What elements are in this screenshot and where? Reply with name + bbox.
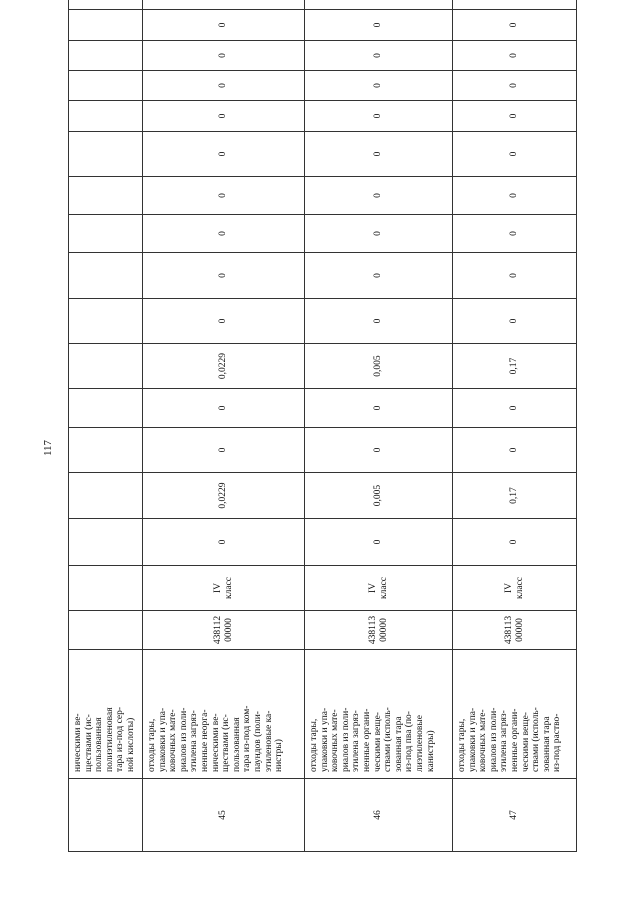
value-cell-text: 0	[509, 151, 520, 157]
value-cell	[69, 71, 143, 101]
value-cell-text: 0,005	[373, 484, 384, 507]
value-cell	[143, 132, 305, 177]
value-cell-text: 0	[509, 447, 520, 453]
value-cell-text: 0	[373, 83, 384, 88]
waste-name-cell-text: ническими ве- ществами (ис- пользованная полиэтиленовая тара из-под сер- ной кислоты)	[73, 706, 136, 772]
value-cell-text: 0	[373, 53, 384, 58]
value-cell	[305, 177, 453, 215]
value-cell	[305, 71, 453, 101]
value-cell	[453, 132, 577, 177]
fkko-code-cell	[453, 611, 577, 650]
value-cell-text: 0	[218, 273, 229, 278]
value-cell	[305, 101, 453, 132]
value-cell-text: 0	[509, 318, 520, 324]
value-cell	[305, 344, 453, 389]
waste-name-cell-text: отходы тары, упаковки и упа- ковочных мате- риалов из поли- этилена загряз- ненные неорга- ническими ве- ществами (ис- пользованная тара из-под ком- паундов (поли- этиленовые ка- нистры)	[147, 705, 285, 772]
value-cell-text: 0	[218, 53, 229, 58]
value-cell-text: 0	[218, 231, 229, 236]
value-cell	[305, 389, 453, 428]
value-cell	[453, 253, 577, 299]
value-cell-text: 0	[373, 539, 384, 545]
value-cell	[69, 473, 143, 519]
value-cell-text: 0	[218, 539, 229, 545]
value-cell	[69, 253, 143, 299]
value-cell-text: 0	[373, 151, 384, 157]
value-cell-text: 0	[218, 113, 229, 119]
value-cell	[305, 253, 453, 299]
value-cell	[453, 389, 577, 428]
fkko-code-cell	[69, 611, 143, 650]
waste-name-cell	[453, 650, 577, 779]
value-cell	[143, 101, 305, 132]
value-cell	[69, 41, 143, 71]
fkko-code-cell-text: 438112 00000	[212, 615, 234, 645]
row-number-cell-text: 47	[509, 810, 520, 820]
value-cell-text: 0	[509, 22, 520, 28]
value-cell-text: 0	[509, 193, 520, 198]
fkko-code-cell	[305, 611, 453, 650]
value-cell	[69, 0, 143, 10]
table-row	[453, 0, 577, 852]
value-cell	[305, 10, 453, 41]
value-cell	[143, 344, 305, 389]
value-cell-text: 0	[218, 193, 229, 198]
value-cell	[143, 0, 305, 10]
value-cell-text: 0	[373, 193, 384, 198]
waste-name-cell	[143, 650, 305, 779]
value-cell	[305, 41, 453, 71]
value-cell	[453, 344, 577, 389]
fkko-code-cell-text: 438113 00000	[503, 615, 525, 645]
value-cell	[69, 101, 143, 132]
value-cell	[69, 519, 143, 566]
value-cell-text: 0	[509, 231, 520, 236]
row-number-cell	[453, 779, 577, 852]
value-cell-text: 0	[509, 83, 520, 88]
hazard-class-cell	[305, 566, 453, 611]
row-number-cell-text: 46	[373, 810, 384, 820]
value-cell-text: 0,0229	[218, 482, 229, 509]
value-cell	[143, 299, 305, 344]
hazard-class-cell	[69, 566, 143, 611]
value-cell	[453, 215, 577, 253]
value-cell	[69, 177, 143, 215]
value-cell	[453, 71, 577, 101]
waste-name-cell	[69, 650, 143, 779]
value-cell	[143, 389, 305, 428]
value-cell-text: 0	[373, 273, 384, 278]
value-cell-text: 0	[509, 53, 520, 58]
value-cell	[305, 428, 453, 473]
value-cell	[143, 253, 305, 299]
row-number-cell	[305, 779, 453, 852]
value-cell	[305, 0, 453, 10]
table-row	[143, 0, 305, 852]
value-cell-text: 0	[509, 405, 520, 411]
hazard-class-cell-text: IV класс	[367, 577, 389, 600]
value-cell	[143, 473, 305, 519]
fkko-code-cell	[143, 611, 305, 650]
value-cell-text: 0	[509, 113, 520, 119]
value-cell	[453, 473, 577, 519]
value-cell-text: 0	[373, 318, 384, 324]
value-cell	[69, 428, 143, 473]
value-cell	[69, 10, 143, 41]
value-cell	[453, 10, 577, 41]
value-cell	[453, 519, 577, 566]
value-cell-text: 0	[218, 83, 229, 88]
row-number-cell-text: 45	[218, 810, 229, 820]
value-cell-text: 0	[373, 22, 384, 28]
value-cell	[69, 389, 143, 428]
value-cell	[305, 299, 453, 344]
table-row	[305, 0, 453, 852]
table-row	[69, 0, 143, 852]
value-cell	[69, 132, 143, 177]
value-cell	[305, 519, 453, 566]
hazard-class-cell-text: IV класс	[212, 577, 234, 600]
value-cell-text: 0	[373, 405, 384, 411]
value-cell	[143, 519, 305, 566]
row-number-cell	[143, 779, 305, 852]
value-cell	[305, 473, 453, 519]
value-cell-text: 0	[218, 405, 229, 411]
waste-table	[68, 0, 577, 852]
value-cell	[143, 10, 305, 41]
fkko-code-cell-text: 438113 00000	[367, 615, 389, 645]
value-cell	[143, 41, 305, 71]
value-cell	[453, 101, 577, 132]
value-cell	[453, 177, 577, 215]
value-cell-text: 0	[218, 447, 229, 453]
value-cell-text: 0	[509, 539, 520, 545]
hazard-class-cell	[143, 566, 305, 611]
value-cell-text: 0	[218, 151, 229, 157]
value-cell-text: 0	[218, 22, 229, 28]
row-number-cell	[69, 779, 143, 852]
hazard-class-cell-text: IV класс	[503, 577, 525, 600]
value-cell-text: 0	[509, 273, 520, 278]
value-cell-text: 0,17	[509, 357, 520, 375]
waste-name-cell-text: отходы тары, упаковки и упа- ковочных мате- риалов из поли- этилена загряз- ненные органи- ческими веще- ствами (исполь- зованная тара из-под раство-	[457, 707, 563, 772]
value-cell-text: 0,17	[509, 487, 520, 504]
value-cell-text: 0	[218, 318, 229, 324]
value-cell-text: 0	[373, 231, 384, 236]
hazard-class-cell	[453, 566, 577, 611]
value-cell	[143, 215, 305, 253]
value-cell	[143, 428, 305, 473]
value-cell	[453, 428, 577, 473]
value-cell-text: 0	[373, 447, 384, 453]
value-cell	[305, 215, 453, 253]
value-cell-text: 0	[373, 113, 384, 119]
value-cell	[453, 299, 577, 344]
value-cell	[143, 71, 305, 101]
value-cell-text: 0,0229	[218, 352, 229, 380]
value-cell	[305, 132, 453, 177]
page-number: 117	[42, 439, 54, 457]
waste-name-cell	[305, 650, 453, 779]
value-cell	[69, 299, 143, 344]
value-cell	[143, 177, 305, 215]
rotated-page-body	[68, 22, 576, 852]
value-cell	[453, 41, 577, 71]
waste-name-cell-text: отходы тары, упаковки и упа- ковочных мате- риалов из поли- этилена загряз- ненные органи- ческими веще- ствами (исполь- зованная тара из-под пва (по- лиэтиленовые канистры)	[309, 707, 436, 772]
value-cell	[453, 0, 577, 10]
value-cell	[69, 344, 143, 389]
value-cell	[69, 215, 143, 253]
value-cell-text: 0,005	[373, 355, 384, 377]
